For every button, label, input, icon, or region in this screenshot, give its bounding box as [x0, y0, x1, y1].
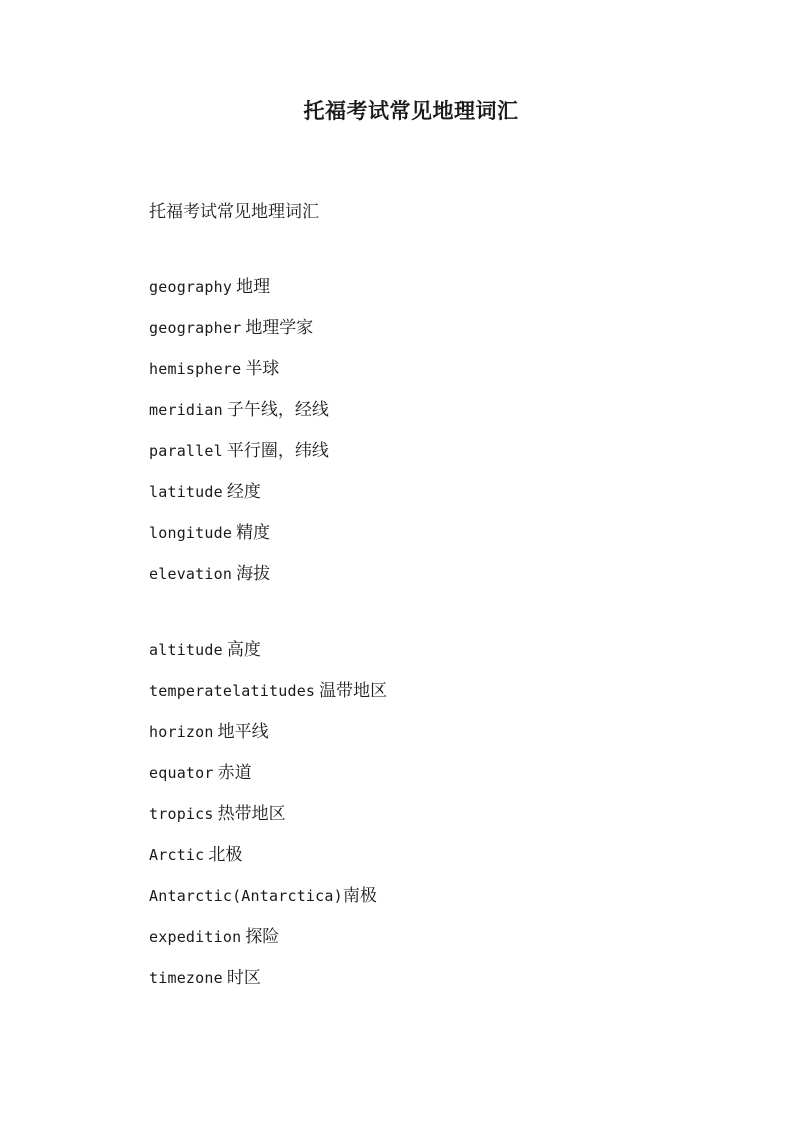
vocab-entry — [149, 315, 709, 356]
vocab-meaning: 地理学家 — [245, 318, 314, 338]
vocab-entry — [149, 520, 709, 561]
vocab-meaning: 精度 — [236, 523, 271, 543]
document-title: 托福考试常见地理词汇 — [303, 98, 519, 123]
vocabulary-list — [149, 274, 709, 1006]
vocab-term: geographer — [149, 319, 242, 337]
vocab-entry — [149, 561, 709, 602]
vocab-entry — [149, 924, 709, 965]
vocab-meaning: 子午线，经线 — [226, 400, 329, 420]
vocab-meaning: 地平线 — [217, 722, 269, 742]
vocab-meaning: 热带地区 — [217, 804, 286, 824]
vocab-meaning: 赤道 — [217, 763, 252, 783]
vocab-entry — [149, 356, 709, 397]
vocab-term: temperatelatitudes — [149, 682, 316, 700]
vocab-meaning: 时区 — [226, 968, 261, 988]
vocab-entry — [149, 801, 709, 842]
vocab-term: meridian — [149, 401, 223, 419]
vocab-term: tropics — [149, 805, 214, 823]
vocab-meaning: 北极 — [208, 845, 243, 865]
vocab-meaning: 南极 — [342, 886, 377, 906]
vocab-term: elevation — [149, 565, 233, 583]
vocab-term: Antarctic(Antarctica) — [149, 887, 343, 905]
vocab-meaning: 温带地区 — [319, 681, 388, 701]
vocab-meaning: 经度 — [226, 482, 261, 502]
vocab-entry — [149, 637, 709, 678]
vocab-term: timezone — [149, 969, 223, 987]
vocab-meaning: 平行圈，纬线 — [226, 441, 329, 461]
vocab-term: hemisphere — [149, 360, 242, 378]
vocab-term: equator — [149, 764, 214, 782]
vocab-entry — [149, 842, 709, 883]
vocab-entry — [149, 678, 709, 719]
vocab-entry — [149, 760, 709, 801]
vocab-term: latitude — [149, 483, 223, 501]
vocab-entry — [149, 479, 709, 520]
document-subtitle: 托福考试常见地理词汇 — [149, 202, 319, 222]
vocab-entry — [149, 438, 709, 479]
vocab-entry — [149, 397, 709, 438]
vocab-term: longitude — [149, 524, 233, 542]
vocab-term: geography — [149, 278, 233, 296]
vocab-meaning: 探险 — [245, 927, 280, 947]
vocab-meaning: 海拔 — [236, 564, 271, 584]
vocab-entry — [149, 719, 709, 760]
vocab-term: expedition — [149, 928, 242, 946]
vocab-term: Arctic — [149, 846, 205, 864]
vocab-meaning: 半球 — [245, 359, 280, 379]
vocab-entry — [149, 274, 709, 315]
vocab-entry — [149, 965, 709, 1006]
vocab-entry — [149, 883, 709, 924]
vocab-term: parallel — [149, 442, 223, 460]
vocab-meaning: 高度 — [226, 640, 261, 660]
vocab-term: horizon — [149, 723, 214, 741]
vocab-term: altitude — [149, 641, 223, 659]
vocab-meaning: 地理 — [236, 277, 271, 297]
